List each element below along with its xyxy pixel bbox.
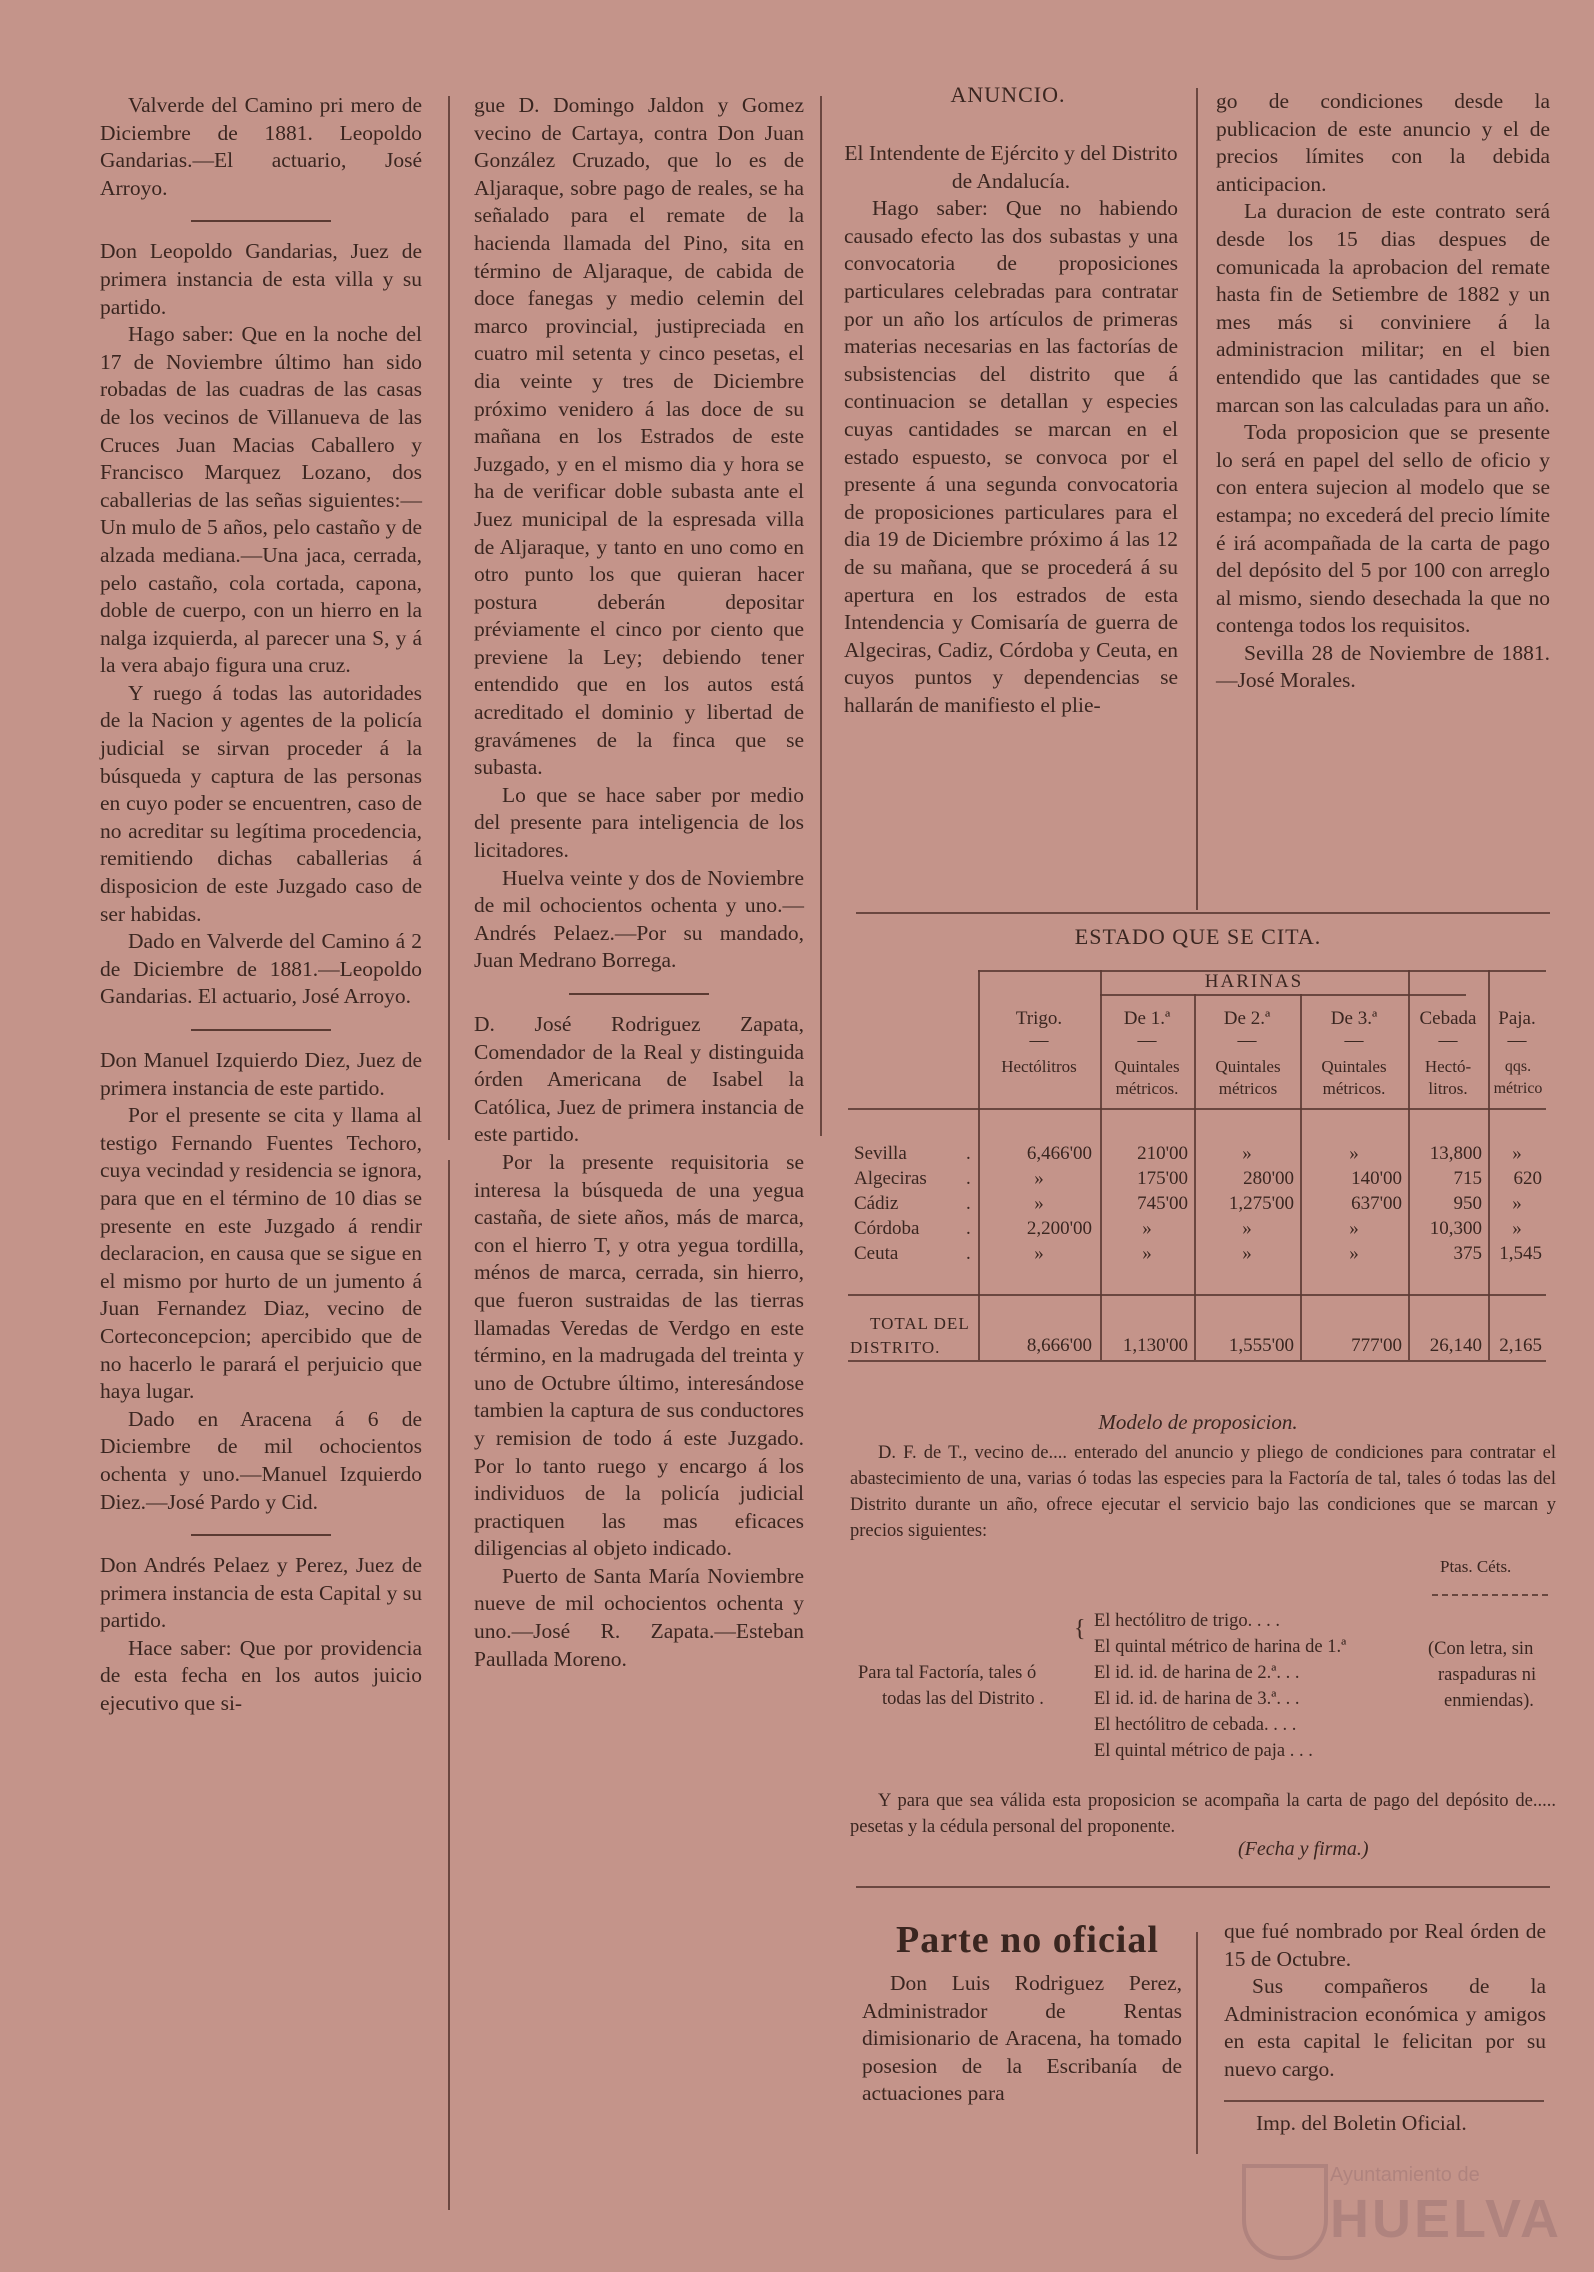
column-2 <box>474 92 804 1673</box>
watermark <box>1234 2160 1574 2260</box>
ptas-rule <box>1432 1594 1548 1597</box>
row-leader: . <box>966 1243 971 1264</box>
watermark-main: HUELVA <box>1330 2189 1562 2249</box>
paragraph: Don Luis Rodriguez Perez, Administrador de Rentas dimisionario de Aracena, ha tomado posesion de la Escribanía de actuaciones para <box>862 1971 1182 2106</box>
modelo-left-label: Para tal Factoría, tales ó <box>858 1663 1037 1683</box>
paragraph: gue D. Domingo Jaldon y Gomez vecino de Cartaya, contra Don Juan González Cruzado, que lo es de Aljaraque, sobre pago de reales, se ha señalado para el remate de la hacienda llamada del Pino, sita en término de Aljaraque, de cabida de doce fanegas y medio celemin del marco provincial, justipreciada en cuatro mil setenta y cinco pesetas, el dia veinte y tres de Diciembre próximo venidero á las doce de su mañana en los Estrados de este Juzgado, y en el mismo dia y hora se ha de verificar doble subasta ante el Juez municipal de la espresada villa de Aljaraque, y tanto en uno como en otro punto los que quieran hacer postura deberán depositar préviamente el cinco por ciento que previene la Ley; debiendo tener entendido que en los autos está acreditado el dominio y libertad de gravámenes de la finca que se subasta. <box>474 93 804 780</box>
modelo-left-label: todas las del Distrito . <box>882 1689 1044 1709</box>
total-label: DISTRITO. <box>850 1338 941 1357</box>
table-cell: 13,800 <box>1429 1143 1482 1164</box>
column-rule <box>448 1160 450 2210</box>
separator <box>191 1029 331 1031</box>
paragraph: Sus compañeros de la Administracion económica y amigos en esta capital le felicitan por su nuevo cargo. <box>1224 1974 1546 2081</box>
row-leader: . <box>966 1218 971 1239</box>
paragraph: go de condiciones desde la publicacion de este anuncio y el de precios límites con la debida anticipacion. <box>1216 89 1550 196</box>
paragraph: Dado en Valverde del Camino á 2 de Diciembre de 1881.—Leopoldo Gandarias. El actuario, José Arroyo. <box>100 929 422 1009</box>
modelo-firma: (Fecha y firma.) <box>1238 1838 1369 1860</box>
separator <box>191 1534 331 1536</box>
column-rule <box>1196 88 1198 910</box>
table-cell: » <box>1034 1243 1044 1264</box>
notice-heading: Don Leopoldo Gandarias, Juez de primera instancia de esta villa y su partido. <box>100 239 422 319</box>
table-cell: 637'00 <box>1351 1193 1402 1214</box>
table-cell: » <box>1349 1243 1359 1264</box>
table-cell: » <box>1512 1218 1522 1239</box>
table-cell: 210'00 <box>1137 1143 1188 1164</box>
table-cell: » <box>1242 1218 1252 1239</box>
row-label: Cádiz <box>854 1193 899 1214</box>
table-cell: » <box>1034 1193 1044 1214</box>
notice-heading: D. José Rodriguez Zapata, Comendador de la Real y distinguida órden Americana de Isabel la Católica, Juez de primera instancia de este partido. <box>474 1012 804 1147</box>
row-label: Ceuta <box>854 1243 899 1264</box>
col-header-harina-2: De 2.ª <box>1223 1008 1271 1029</box>
col-unit-harina-3: Quintales métricos. <box>1321 1057 1387 1098</box>
modelo-item: El quintal métrico de harina de 1.ª <box>1094 1637 1347 1657</box>
table-cell: » <box>1142 1243 1152 1264</box>
total-label: TOTAL DEL <box>870 1314 970 1333</box>
table-cell: » <box>1512 1143 1522 1164</box>
table-cell: » <box>1349 1143 1359 1164</box>
paragraph: La duracion de este contrato será desde los 15 dias despues de comunicada la aprobacion del remate hasta fin de Setiembre de 1882 y un mes más si conviniere á la administracion militar; en el bien entendido que las cantidades que se marcan son las calculadas para un año. <box>1216 199 1550 417</box>
column-3 <box>844 140 1178 719</box>
paragraph: Por el presente se cita y llama al testigo Fernando Fuentes Techoro, cuya vecindad y residencia se ignora, para que en el término de 10 dias se presente en este Juzgado á rendir declaracion, en causa que se sigue en el mismo por hurto de un jumento á Juan Fernandez Diaz, vecino de Corteconcepcion; apercibido que de no hacerlo le parará el perjuicio que haya lugar. <box>100 1103 422 1404</box>
paragraph: Valverde del Camino pri mero de Diciembre de 1881. Leopoldo Gandarias.—El actuario, José Arroyo. <box>100 93 422 200</box>
paragraph: Huelva veinte y dos de Noviembre de mil ochocientos ochenta y uno.—Andrés Pelaez.—Por su mandado, Juan Medrano Borrega. <box>474 865 804 973</box>
column-4 <box>1216 88 1550 695</box>
harinas-header: HARINAS <box>1204 971 1304 992</box>
paragraph: Y ruego á todas las autoridades de la Nacion y agentes de la policía judicial se sirvan proceder á la búsqueda y captura de las personas en cuyo poder se encuentren, caso de no acreditar su legítima procedencia, remitiendo dichas caballerias á disposicion de este Juzgado caso de ser habidas. <box>100 680 422 926</box>
row-leader: . <box>966 1193 971 1214</box>
column-rule <box>448 96 450 1140</box>
paragraph: Hago saber: Que en la noche del 17 de Noviembre último han sido robadas de las cuadras de las casas de los vecinos de Villanueva de las Cruces Juan Macias Caballero y Francisco Marquez Lozano, dos caballerias de las señas siguientes:—Un mulo de 5 años, pelo castaño y de alzada mediana.—Una jaca, cerrada, pelo castaño, cola cortada, capona, doble de cuerpo, con un hierro en la nalga izquierda, al parecer una S, y á la vera abajo figura una cruz. <box>100 322 422 678</box>
paragraph: Y para que sea válida esta proposicion se acompaña la carta de pago del depósito de..... pesetas y la cédula personal del proponente. <box>850 1791 1556 1837</box>
watermark-sub: Ayuntamiento de <box>1330 2164 1480 2186</box>
table-cell: » <box>1142 1218 1152 1239</box>
notice-heading: Don Manuel Izquierdo Diez, Juez de primera instancia de este partido. <box>100 1048 422 1100</box>
total-cell: 1,130'00 <box>1122 1335 1188 1356</box>
section-rule <box>1224 2100 1544 2102</box>
modelo-item: El hectólitro de cebada. . . . <box>1094 1715 1297 1735</box>
table-cell: 1,275'00 <box>1228 1193 1294 1214</box>
col-unit-harina-1: Quintales métricos. <box>1114 1057 1180 1098</box>
total-cell: 26,140 <box>1429 1335 1482 1356</box>
row-label: Sevilla <box>854 1143 907 1164</box>
col-header-trigo: Trigo. <box>1015 1008 1063 1029</box>
table-cell: 175'00 <box>1137 1168 1188 1189</box>
row-leader: . <box>966 1168 971 1189</box>
paragraph: Toda proposicion que se presente lo será en papel del sello de oficio y con entera sujecion al modelo que se estampa; no excederá del precio límite é irá acompañada de la carta de pago del depósito del 5 por 100 con arreglo al mismo, siendo desechada la que no contenga todos los requisitos. <box>1216 420 1550 638</box>
column-1 <box>100 92 422 1718</box>
col-header-harina-1: De 1.ª <box>1123 1008 1171 1029</box>
total-cell: 1,555'00 <box>1228 1335 1294 1356</box>
modelo-item: El quintal métrico de paja . . . <box>1094 1741 1313 1761</box>
col-unit-cebada: Hectó- litros. <box>1424 1057 1472 1098</box>
paragraph: D. F. de T., vecino de.... enterado del anuncio y pliego de condiciones para contratar el abastecimiento de una, varias ó todas las especies para la Factoría de tal, tales ó todas las del Distrito durante un año, ofrece ejecutar el servicio bajo las condiciones que se marcan y precios siguientes: <box>850 1443 1556 1541</box>
table-border <box>848 1108 1546 1110</box>
table-cell: 375 <box>1453 1243 1482 1264</box>
modelo-item: El hectólitro de trigo. . . . <box>1094 1611 1280 1631</box>
modelo-closing <box>850 1788 1556 1840</box>
table-border <box>848 1294 1546 1296</box>
table-cell: 140'00 <box>1351 1168 1402 1189</box>
modelo-note: enmiendas). <box>1444 1691 1534 1711</box>
table-border <box>1100 994 1466 996</box>
parte-body-right <box>1224 1918 1546 2084</box>
table-cell: 280'00 <box>1243 1168 1294 1189</box>
col-dash: — <box>1237 1030 1257 1051</box>
table-cell: 2,200'00 <box>1026 1218 1092 1239</box>
paragraph: Puerto de Santa María Noviembre nueve de mil ochocientos ochenta y uno.—José R. Zapata.—Esteban Paullada Moreno. <box>474 1563 804 1671</box>
col-dash: — <box>1029 1030 1049 1051</box>
anuncio-title: ANUNCIO. <box>950 82 1066 107</box>
table-cell: 6,466'00 <box>1026 1143 1092 1164</box>
estado-title <box>848 924 1548 950</box>
modelo-text <box>850 1440 1556 1544</box>
table-cell: 715 <box>1453 1168 1482 1189</box>
modelo-title: Modelo de proposicion. <box>1098 1410 1298 1434</box>
brace: { <box>1074 1616 1086 1642</box>
table-cell: » <box>1242 1143 1252 1164</box>
col-unit-paja: qqs. métrico <box>1493 1058 1543 1097</box>
table-border <box>848 1360 1546 1362</box>
total-cell: 2,165 <box>1499 1335 1542 1356</box>
paragraph: Dado en Aracena á 6 de Diciembre de mil ochocientos ochenta y uno.—Manuel Izquierdo Diez.—José Pardo y Cid. <box>100 1406 422 1514</box>
col-unit-harina-2: Quintales métricos <box>1215 1057 1281 1098</box>
ptas-header: Ptas. Céts. <box>1440 1557 1512 1576</box>
table-cell: 950 <box>1453 1193 1482 1214</box>
table-cell: » <box>1034 1168 1044 1189</box>
parte-body <box>862 1970 1182 2108</box>
modelo-item: El id. id. de harina de 2.ª. . . <box>1094 1663 1300 1683</box>
column-rule <box>1196 1932 1198 2154</box>
modelo-note: (Con letra, sin <box>1428 1639 1534 1659</box>
estado-title-text: ESTADO QUE SE CITA. <box>1074 924 1322 949</box>
col-header-cebada: Cebada <box>1419 1008 1477 1029</box>
paragraph: Lo que se hace saber por medio del presente para inteligencia de los licitadores. <box>474 782 804 863</box>
table-cell: » <box>1349 1218 1359 1239</box>
column-rule <box>820 96 822 1136</box>
section-rule <box>856 912 1550 914</box>
col-unit-trigo: Hectólitros <box>1001 1057 1077 1076</box>
col-dash: — <box>1344 1030 1364 1051</box>
row-label: Algeciras <box>854 1168 927 1189</box>
total-cell: 777'00 <box>1351 1335 1402 1356</box>
row-label: Córdoba <box>854 1218 920 1239</box>
col-dash: — <box>1438 1030 1458 1051</box>
section-rule <box>856 1886 1550 1888</box>
table-cell: 620 <box>1513 1168 1542 1189</box>
modelo-item: El id. id. de harina de 3.ª. . . <box>1094 1689 1300 1709</box>
city-seal-icon <box>1242 2164 1328 2260</box>
parte-no-oficial-title: Parte no oficial <box>896 1919 1159 1961</box>
col-header-paja: Paja. <box>1498 1008 1536 1029</box>
paragraph: que fué nombrado por Real órden de 15 de Octubre. <box>1224 1919 1546 1971</box>
modelo-note: raspaduras ni <box>1438 1665 1537 1685</box>
estado-table <box>848 964 1546 1366</box>
total-cell: 8,666'00 <box>1026 1335 1092 1356</box>
separator <box>569 993 709 995</box>
notice-heading: El Intendente de Ejército y del Distrito de Andalucía. <box>844 141 1178 193</box>
imprenta: Imp. del Boletin Oficial. <box>1256 2111 1467 2135</box>
row-leader: . <box>966 1143 971 1164</box>
paragraph: Hago saber: Que no habiendo causado efecto las dos subastas y una convocatoria de proposiciones particulares celebradas para contratar por un año los artículos de primeras materias necesarias en las factorías de subsistencias del distrito que á continuacion se detallan y especies cuyas cantidades se marcan en el estado espuesto, se convoca por el presente á una segunda convocatoria de proposiciones particulares para el dia 19 de Diciembre próximo á las 12 de su mañana, que se procederá á su apertura en los estrados de esta Intendencia y Comisaría de guerra de Algeciras, Cadiz, Córdoba y Ceuta, en cuyos puntos y dependencias se hallarán de manifiesto el plie- <box>844 196 1178 717</box>
paragraph: Por la presente requisitoria se interesa la búsqueda de una yegua castaña, de siete años, más de marca, con el hierro T, y otra yegua tordilla, ménos de marca, cerrada, sin hierro, que fueron sustraidas de las tierras llamadas Veredas de Verdgo en este término, en la madrugada del treinta y uno de Octubre último, interesándose tambien la captura de sus conductores y remision de todo á este Juzgado. Por lo tanto ruego y encargo á los individuos de la policía judicial practiquen las mas eficaces diligencias al objeto indicado. <box>474 1149 804 1561</box>
table-cell: 10,300 <box>1429 1218 1482 1239</box>
col-header-harina-3: De 3.ª <box>1330 1008 1378 1029</box>
table-cell: » <box>1242 1243 1252 1264</box>
table-cell: 745'00 <box>1137 1193 1188 1214</box>
notice-heading: Don Andrés Pelaez y Perez, Juez de primera instancia de esta Capital y su partido. <box>100 1553 422 1633</box>
paragraph: Hace saber: Que por providencia de esta fecha en los autos juicio ejecutivo que si- <box>100 1635 422 1716</box>
col-dash: — <box>1137 1030 1157 1051</box>
col-dash: — <box>1507 1030 1527 1051</box>
table-cell: 1,545 <box>1499 1243 1542 1264</box>
table-cell: » <box>1512 1193 1522 1214</box>
separator <box>191 220 331 222</box>
paragraph: Sevilla 28 de Noviembre de 1881.—José Morales. <box>1216 640 1550 693</box>
